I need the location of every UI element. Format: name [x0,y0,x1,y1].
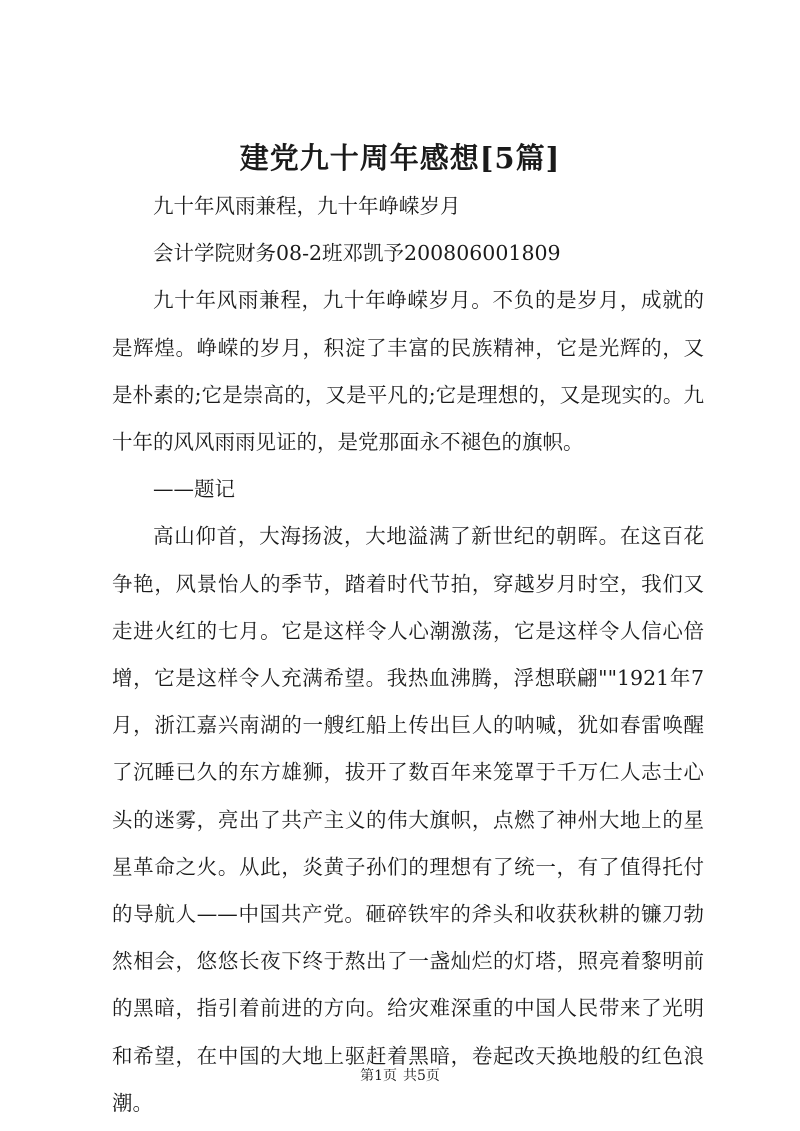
intro-paragraph: 九十年风雨兼程，九十年峥嵘岁月。不负的是岁月，成就的是辉煌。峥嵘的岁月，积淀了丰富的民族精神，它是光辉的，又是朴素的;它是崇高的，又是平凡的;它是理想的，又是现实的。九十年的风风雨雨见证的，是党那面永不褪色的旗帜。 [112,288,704,455]
subtitle-paragraph: 九十年风雨兼程，九十年峥嵘岁月 [153,194,461,218]
page-footer [0,1066,800,1086]
body-paragraph: 高山仰首，大海扬波，大地溢满了新世纪的朝晖。在这百花争艳，风景怡人的季节，踏着时代节拍，穿越岁月时空，我们又走进火红的七月。它是这样令人心潮激荡，它是这样令人信心倍增，它是这样令人充满希望。我热血沸腾，浮想联翩""1921年7月，浙江嘉兴南湖的一艘红船上传出巨人的呐喊，犹如春雷唤醒了沉睡已久的东方雄狮，拔开了数百年来笼罩于千万仁人志士心头的迷雾，亮出了共产主义的伟大旗帜，点燃了神州大地上的星星革命之火。从此，炎黄子孙们的理想有了统一，有了值得托付的导航人——中国共产党。砸碎铁牢的斧头和收获秋耕的镰刀勃然相会，悠悠长夜下终于熬出了一盏灿烂的灯塔，照亮着黎明前的黑暗，指引着前进的方向。给灾难深重的中国人民带来了光明和希望，在中国的大地上驱赶着黑暗，卷起改天换地般的红色浪潮。 [112,524,704,1115]
epigraph-attribution: ——题记 [153,477,235,502]
author-line: 会计学院财务08-2班邓凯予200806001809 [153,241,561,266]
document-body [112,183,704,1127]
total-pages: 共5页 [403,1068,440,1084]
page-number: 第1页 [360,1068,397,1084]
document-title: 建党九十周年感想[5篇] [239,141,561,175]
